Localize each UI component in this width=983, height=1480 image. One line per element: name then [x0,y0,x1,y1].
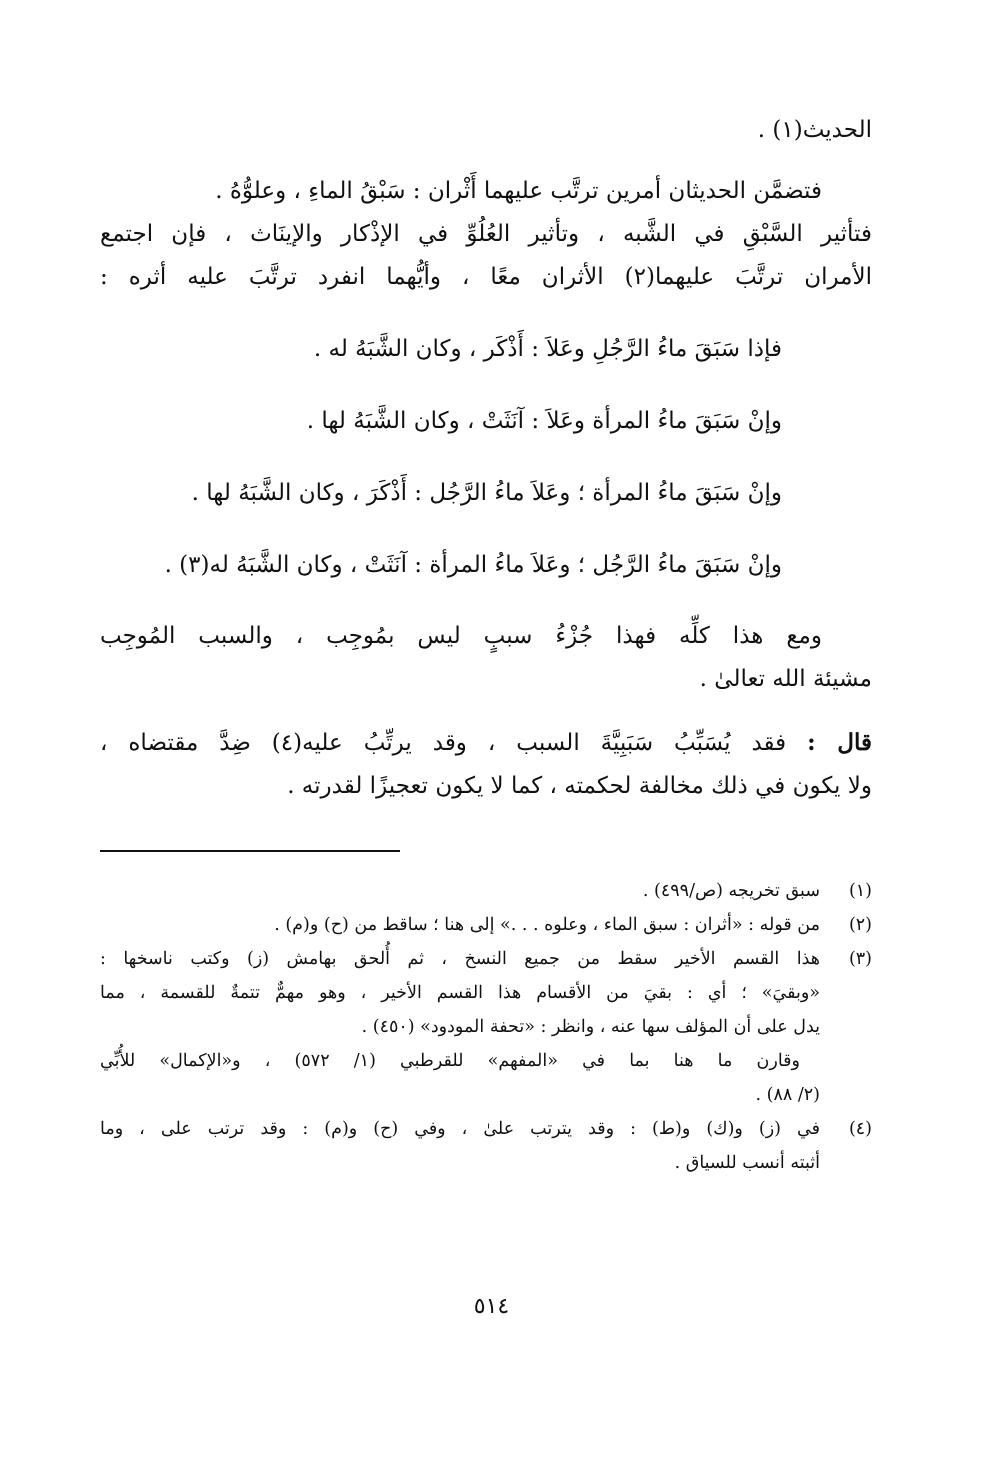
paragraph-1 [100,170,872,299]
main-text [100,110,872,808]
footnote [100,874,872,908]
footnote-line: (٢/ ٨٨) . [755,1085,820,1105]
case-line: وإنْ سَبَقَ ماءُ الرَّجُل ؛ وعَلاَ ماءُ المرأة : آنَثَتْ ، وكان الشَّبَهُ له(٣) . [164,552,782,578]
case-line: وإنْ سَبَقَ ماءُ المرأة ؛ وعَلاَ ماءُ الرَّجُل : أَذْكَرَ ، وكان الشَّبَهُ لها . [191,480,782,506]
footnote-divider [100,850,400,852]
paragraph-3 [100,721,872,808]
footnote-line: هذا القسم الأخير سقط من جميع النسخ ، ثم أُلحق بهامش (ز) وكتب ناسخها : [100,949,820,969]
footnote-line: يدل على أن المؤلف سها عنه ، وانظر : «تحفة المودود» (٤٥٠) . [361,1017,820,1037]
case-line: وإنْ سَبَقَ ماءُ المرأة وعَلاَ : آنَثَتْ ، وكان الشَّبَهُ لها . [306,408,782,434]
paragraph-1-line: فتضمَّن الحديثان أمرين ترتَّب عليهما أَثْران : سَبْقُ الماءِ ، وعلوُّهُ . [215,178,822,204]
footnote-divider-wrap [100,808,872,856]
qala-label: قال : [807,729,873,756]
footnote-number: (٤) [848,1119,872,1139]
footnote [100,908,872,942]
paragraph-3-text: فقد يُسَبِّبُ سَبَبِيَّةَ السبب ، وقد يرتِّبُ عليه(٤) ضِدَّ مقتضاه ، [100,730,787,756]
paragraph-2-line: مشيئة الله تعالىٰ . [699,666,872,692]
cases-list [100,313,782,601]
footnote-line: أثبته أنسب للسياق . [674,1153,820,1173]
paragraph-2-line: ومع هذا كلِّه فهذا جُزْءُ سببٍ ليس بمُوجِب ، والسبب المُوجِب [100,623,822,649]
footnote-number: (٣) [848,949,872,969]
book-page [100,110,872,1180]
paragraph-2 [100,615,872,701]
footnote [100,1112,872,1180]
footnote-line: «وبقيَ» ؛ أي : بقيَ من الأقسام هذا القسم الأخير ، وهو مهمٌّ تتمةٌ للقسمة ، مما [100,983,820,1003]
footnote-number: (١) [848,881,872,901]
page-number: ٥١٤ [473,1294,510,1319]
paragraph-1-line: فتأثير السَّبْقِ في الشَّبه ، وتأثير العُلُوِّ في الإذْكار والإينَاث ، فإن اجتمع [100,221,872,247]
footnote-line: من قوله : «أثران : سبق الماء ، وعلوه . . .» إلى هنا ؛ ساقط من (ح) و(م) . [274,915,820,935]
paragraph-3-line [100,721,872,765]
footnote-line: سبق تخريجه (ص/٤٩٩) . [642,881,820,901]
footnote-line: وقارن ما هنا بما في «المفهم» للقرطبي (١/ ٥٧٢) ، و«الإكمال» للأُبِّي [100,1051,800,1071]
paragraph-1-line: الأمران ترتَّبَ عليهما(٢) الأثران معًا ، وأيُّهما انفرد ترتَّبَ عليه أثره : [100,264,872,290]
footnote [100,942,872,1044]
footnotes [100,874,872,1180]
paragraph-3-line: ولا يكون في ذلك مخالفة لحكمته ، كما لا يكون تعجيزًا لقدرته . [287,773,872,799]
case-line: فإذا سَبَقَ ماءُ الرَّجُلِ وعَلاَ : أَذْكَر ، وكان الشَّبَهُ له . [313,336,782,362]
header-line: الحديث(١) . [757,117,872,143]
footnote-line: في (ز) و(ك) و(ط) : وقد يترتب علىٰ ، وفي (ح) و(م) : وقد ترتب على ، وما [100,1119,820,1139]
footnote-number: (٢) [848,915,872,935]
footnote-continuation [100,1044,872,1112]
